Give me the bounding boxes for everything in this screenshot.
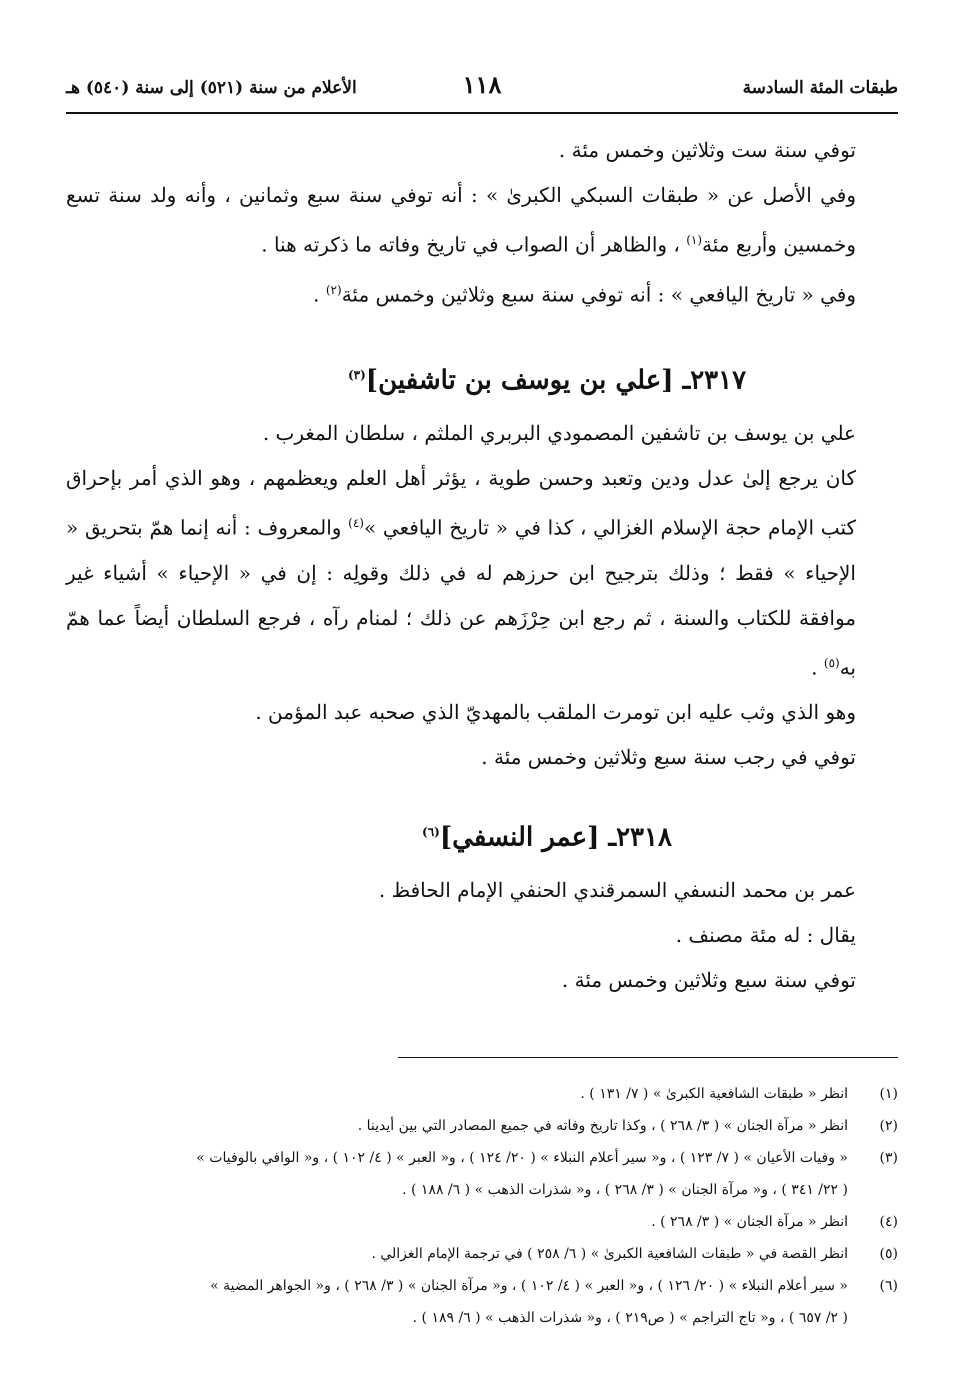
footnotes <box>66 1078 898 1334</box>
footnote-text: « سير أعلام النبلاء » ( ٢٠/ ١٢٦ ) ، و« العبر » ( ٤/ ١٠٢ ) ، و« مرآة الجنان » ( ٣/ ٢٦٨ ) ، و« الجواهر المضية » <box>210 1278 848 1294</box>
footnote-number: (٦) <box>879 1278 898 1294</box>
footnote-item <box>66 1238 898 1270</box>
footnote-item <box>66 1110 898 1142</box>
paragraph <box>66 958 898 1003</box>
footnote-ref[interactable]: (٢) <box>325 282 342 297</box>
footnote-text: انظر « مرآة الجنان » ( ٣/ ٢٦٨ ) ، وكذا تاريخ وفاته في جميع المصادر التي بين أيدينا . <box>357 1118 848 1134</box>
entry-heading-text: ٢٣١٨ـ [عمر النسفي] <box>439 822 672 853</box>
entry-heading <box>66 802 898 868</box>
footnote-text: « وفيات الأعيان » ( ٧/ ١٢٣ ) ، و« سير أعلام النبلاء » ( ٢٠/ ١٢٤ ) ، و« العبر » ( ٤/ ١٠٢ ) ، و« الوافي بالوفيات » <box>196 1150 848 1166</box>
paragraph-text: عمر بن محمد النسفي السمرقندي الحنفي الإمام الحافظ . <box>378 877 856 902</box>
footnote-number: (١) <box>879 1086 898 1102</box>
footnote-number: (٥) <box>879 1246 898 1262</box>
footnote-continuation: ( ٢٢/ ٣٤١ ) ، و« مرآة الجنان » ( ٣/ ٢٦٨ ) ، و« شذرات الذهب » ( ٦/ ١٨٨ ) . <box>402 1182 848 1198</box>
range-title: الأعلام من سنة (٥٢١) إلى سنة (٥٤٠) هـ <box>66 78 357 98</box>
paragraph-text: ، والظاهر أن الصواب في تاريخ وفاته ما ذكرته هنا . <box>261 232 687 257</box>
header-rule <box>66 112 898 114</box>
paragraph-text: يقال : له مئة مصنف . <box>675 922 856 947</box>
paragraph-text: كان يرجع إلىٰ عدل ودين وتعبد وحسن طوية ، يؤثر أهل العلم ويعظمهم ، وهو الذي أمر بإحراق كتب الإمام حجة الإسلام الغزالي ، كذا في « تاريخ اليافعي » <box>66 465 856 540</box>
paragraph <box>66 268 898 318</box>
section-title: طبقات المئة السادسة <box>742 78 898 98</box>
paragraph-text: توفي في رجب سنة سبع وثلاثين وخمس مئة . <box>481 745 856 770</box>
footnote-ref[interactable]: (١) <box>686 233 703 247</box>
paragraph-text: وفي « تاريخ اليافعي » : أنه توفي سنة سبع وثلاثين وخمس مئة <box>341 282 856 307</box>
paragraph-text: وهو الذي وثب عليه ابن تومرت الملقب بالمهديّ الذي صحبه عبد المؤمن . <box>255 700 856 725</box>
footnote-text: انظر القصة في « طبقات الشافعية الكبرىٰ » ( ٦/ ٢٥٨ ) في ترجمة الإمام الغزالي . <box>371 1246 848 1262</box>
footnote-item <box>66 1142 898 1174</box>
paragraph-text: توفي سنة ست وثلاثين وخمس مئة . <box>558 138 856 162</box>
paragraph-text: وفي الأصل عن « طبقات السبكي الكبرىٰ » : أنه توفي سنة سبع وثمانين ، وأنه ولد سنة تسع وخمسين وأربع مئة <box>66 183 856 257</box>
paragraph <box>66 690 898 735</box>
footnote-number: (٤) <box>879 1214 898 1230</box>
paragraph-text: . <box>811 655 824 680</box>
footnote-ref[interactable]: (٣) <box>347 368 366 383</box>
footnote-ref[interactable]: (٤) <box>348 515 364 530</box>
footnote-ref[interactable]: (٦) <box>422 825 440 840</box>
entry-heading <box>66 345 898 411</box>
paragraph <box>66 456 898 690</box>
footnote-text: انظر « طبقات الشافعية الكبرىٰ » ( ٧/ ١٣١ ) . <box>580 1086 848 1102</box>
paragraph-text: توفي سنة سبع وثلاثين وخمس مئة . <box>561 967 856 992</box>
footnote-item <box>66 1206 898 1238</box>
paragraph-text: والمعروف : أنه إنما همّ بتحريق « الإحياء » فقط ؛ وذلك بترجيح ابن حرزهم له في ذلك وقولِه : إن في « الإحياء » أشياء غير موافقة للكتاب والسنة ، ثم رجع ابن حِرْزَهم عن ذلك ؛ لمنام رآه ، فرجع السلطان أيضاً عما همّ به <box>66 515 856 680</box>
footnote-ref[interactable]: (٥) <box>823 655 840 670</box>
paragraph-text: علي بن يوسف بن تاشفين المصمودي البربري الملثم ، سلطان المغرب . <box>262 420 856 445</box>
footnote-continuation: ( ٢/ ٦٥٧ ) ، و« تاج التراجم » ( ص٢١٩ ) ، و« شذرات الذهب » ( ٦/ ١٨٩ ) . <box>412 1310 848 1326</box>
footnote-item <box>66 1078 898 1110</box>
paragraph <box>66 411 898 456</box>
footnote-rule <box>398 1057 898 1058</box>
footnote-text: انظر « مرآة الجنان » ( ٣/ ٢٦٨ ) . <box>651 1214 848 1230</box>
paragraph <box>66 868 898 913</box>
paragraph <box>66 173 898 268</box>
paragraph-text: . <box>313 282 326 307</box>
entry-heading-text: ٢٣١٧ـ [علي بن يوسف بن تاشفين] <box>365 365 747 396</box>
paragraph <box>66 128 898 173</box>
footnote-item <box>66 1270 898 1302</box>
footnote-number: (٣) <box>879 1150 898 1166</box>
main-text <box>66 128 898 1003</box>
running-header <box>66 68 898 108</box>
paragraph <box>66 735 898 780</box>
footnote-number: (٢) <box>879 1118 898 1134</box>
page-number: ١١٨ <box>462 70 502 99</box>
paragraph <box>66 913 898 958</box>
